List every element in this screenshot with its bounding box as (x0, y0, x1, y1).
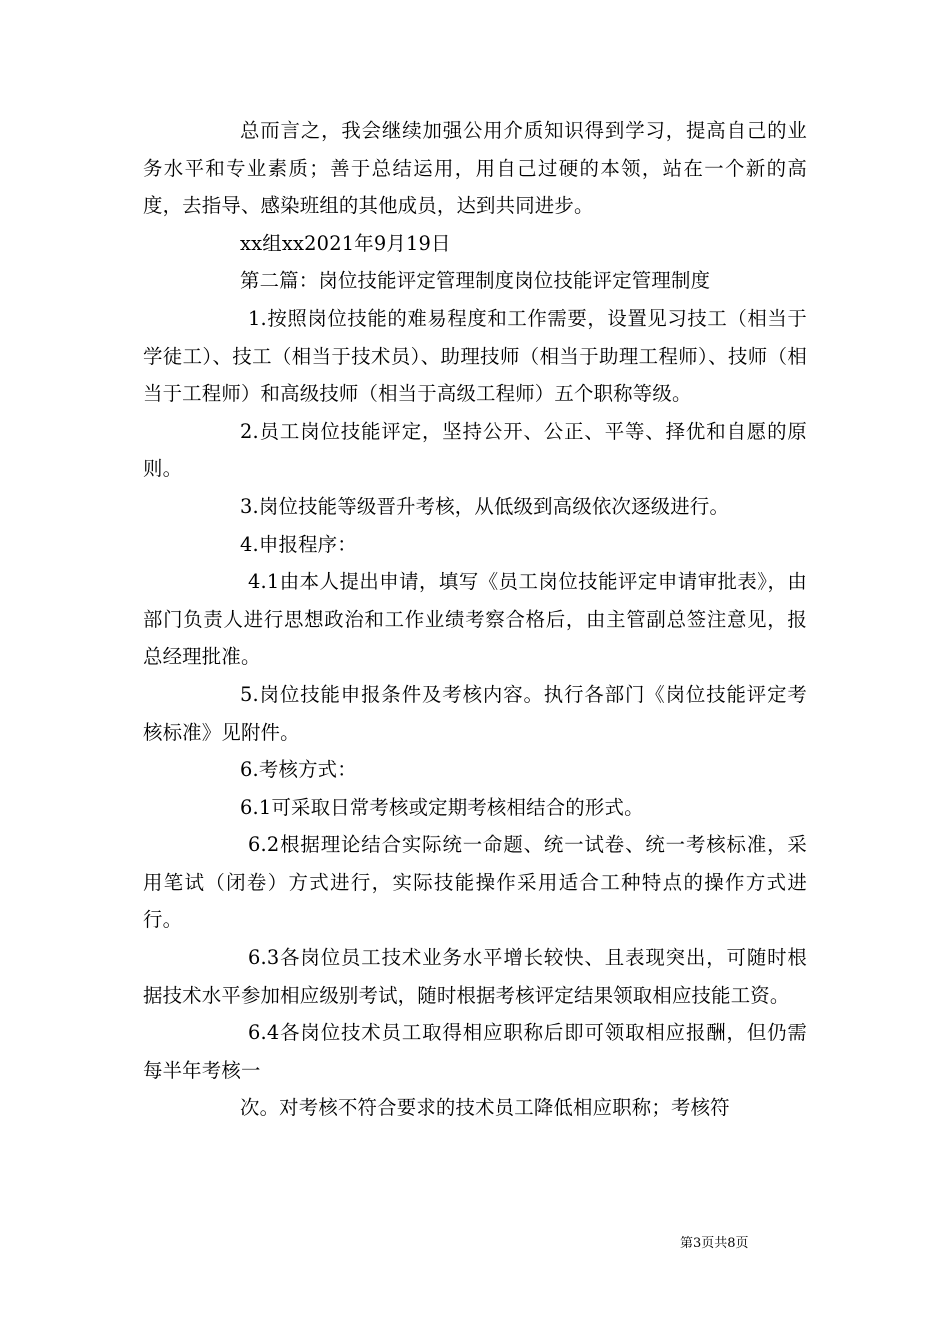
paragraph-conclusion: 总而言之，我会继续加强公用介质知识得到学习，提高自己的业务水平和专业素质；善于总结运用，用自己过硬的本领，站在一个新的高度，去指导、感染班组的其他成员，达到共同进步。 (143, 119, 807, 218)
section-heading: 第二篇：岗位技能评定管理制度岗位技能评定管理制度 (240, 269, 711, 293)
paragraph-signature-date: xx组xx2021年9月19日 (240, 231, 451, 255)
paragraph-item-3: 3.岗位技能等级晋升考核，从低级到高级依次逐级进行。 (240, 494, 730, 518)
paragraph-item-6-3: 6.3各岗位员工技术业务水平增长较快、且表现突出，可随时根据技术水平参加相应级别考试，随时根据考核评定结果领取相应技能工资。 (143, 946, 807, 1007)
document-body (143, 112, 807, 1127)
paragraph-item-6-4: 6.4各岗位技术员工取得相应职称后即可领取相应报酬，但仍需每半年考核一 (143, 1021, 807, 1082)
paragraph-item-6-1: 6.1可采取日常考核或定期考核相结合的形式。 (240, 795, 644, 819)
page-number-footer: 第3页共8页 (680, 1236, 749, 1251)
paragraph-item-1: 1.按照岗位技能的难易程度和工作需要，设置见习技工（相当于学徒工）、技工（相当于技术员）、助理技师（相当于助理工程师）、技师（相当于工程师）和高级技师（相当于高级工程师）五个职称等级。 (143, 306, 807, 406)
paragraph-continuation: 次。对考核不符合要求的技术员工降低相应职称；考核符 (240, 1096, 730, 1120)
paragraph-item-2: 2.员工岗位技能评定，坚持公开、公正、平等、择优和自愿的原则。 (143, 419, 807, 481)
paragraph-item-6: 6.考核方式： (240, 758, 357, 782)
paragraph-item-4: 4.申报程序： (240, 532, 357, 556)
paragraph-item-4-1: 4.1由本人提出申请，填写《员工岗位技能评定申请审批表》，由部门负责人进行思想政治和工作业绩考察合格后，由主管副总签注意见，报总经理批准。 (143, 570, 807, 669)
paragraph-item-5: 5.岗位技能申报条件及考核内容。执行各部门《岗位技能评定考核标准》见附件。 (143, 682, 807, 744)
paragraph-item-6-2: 6.2根据理论结合实际统一命题、统一试卷、统一考核标准，采用笔试（闭卷）方式进行，实际技能操作采用适合工种特点的操作方式进行。 (143, 833, 807, 932)
